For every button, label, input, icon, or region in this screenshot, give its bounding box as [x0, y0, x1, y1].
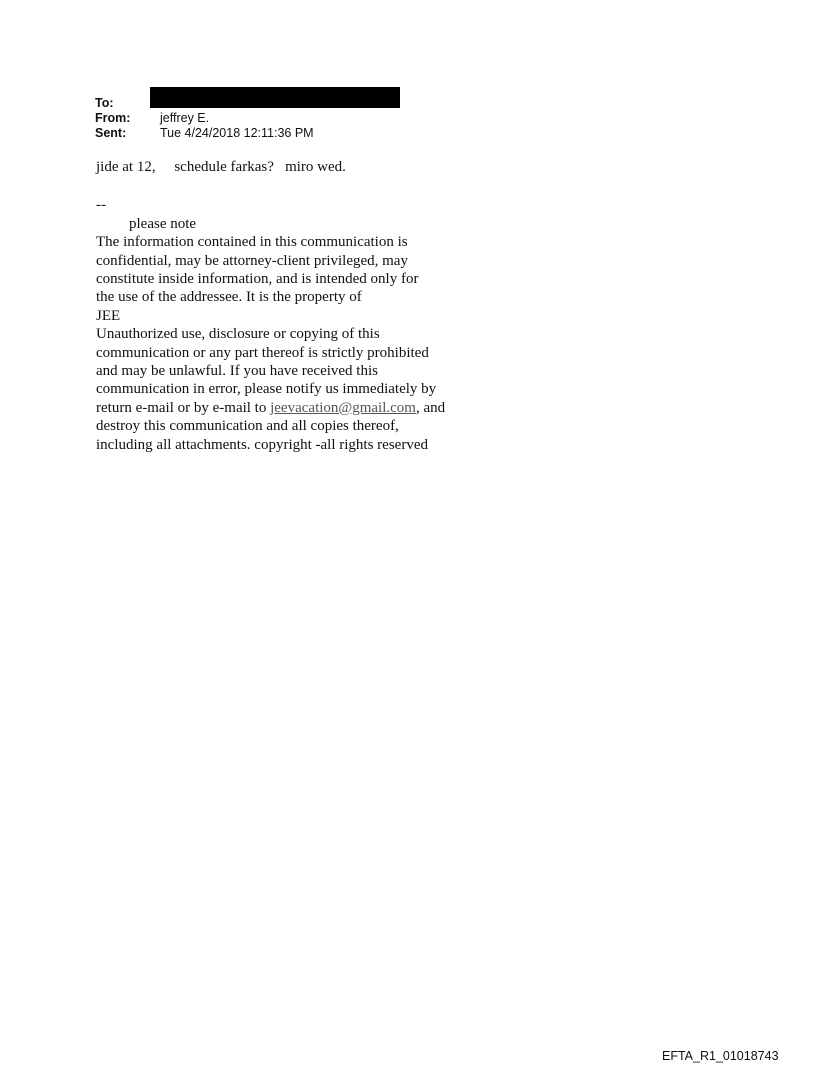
message-gap: [96, 176, 496, 196]
disclaimer-line: The information contained in this communication is: [96, 234, 408, 251]
from-row: [95, 111, 314, 126]
return-line-prefix: return e-mail or by e-mail to: [96, 399, 271, 416]
disclaimer-line: destroy this communication and all copies thereof,: [96, 418, 399, 435]
document-id: EFTA_R1_01018743: [662, 1049, 779, 1063]
disclaimer-line: confidential, may be attorney-client privileged, may: [96, 252, 408, 269]
signature-separator: --: [96, 197, 106, 214]
email-body: [96, 158, 496, 454]
sent-row: [95, 126, 314, 141]
disclaimer-return-line: [96, 399, 496, 417]
return-line-suffix: , and: [415, 399, 446, 416]
please-note-line: please note: [129, 215, 197, 232]
email-link[interactable]: jeevacation@gmail.com: [270, 399, 416, 416]
disclaimer-line: JEE: [96, 307, 121, 324]
sent-label: Sent:: [95, 126, 127, 140]
disclaimer-line: including all attachments. copyright -all rights reserved: [96, 436, 428, 453]
disclaimer-line: and may be unlawful. If you have received this: [96, 363, 378, 380]
disclaimer-line: communication in error, please notify us immediately by: [96, 381, 437, 398]
from-value: jeffrey E.: [160, 111, 210, 125]
recipient-redaction-box: [150, 87, 400, 108]
disclaimer-line: the use of the addressee. It is the property of: [96, 289, 362, 306]
message-first-line: jide at 12, schedule farkas? miro wed.: [96, 159, 346, 175]
disclaimer-line: constitute inside information, and is intended only for: [96, 271, 419, 288]
to-label: To:: [95, 96, 114, 110]
sent-value: Tue 4/24/2018 12:11:36 PM: [160, 126, 314, 140]
disclaimer-line: communication or any part thereof is strictly prohibited: [96, 344, 429, 361]
from-label: From:: [95, 111, 131, 125]
disclaimer-line: Unauthorized use, disclosure or copying of this: [96, 326, 380, 343]
